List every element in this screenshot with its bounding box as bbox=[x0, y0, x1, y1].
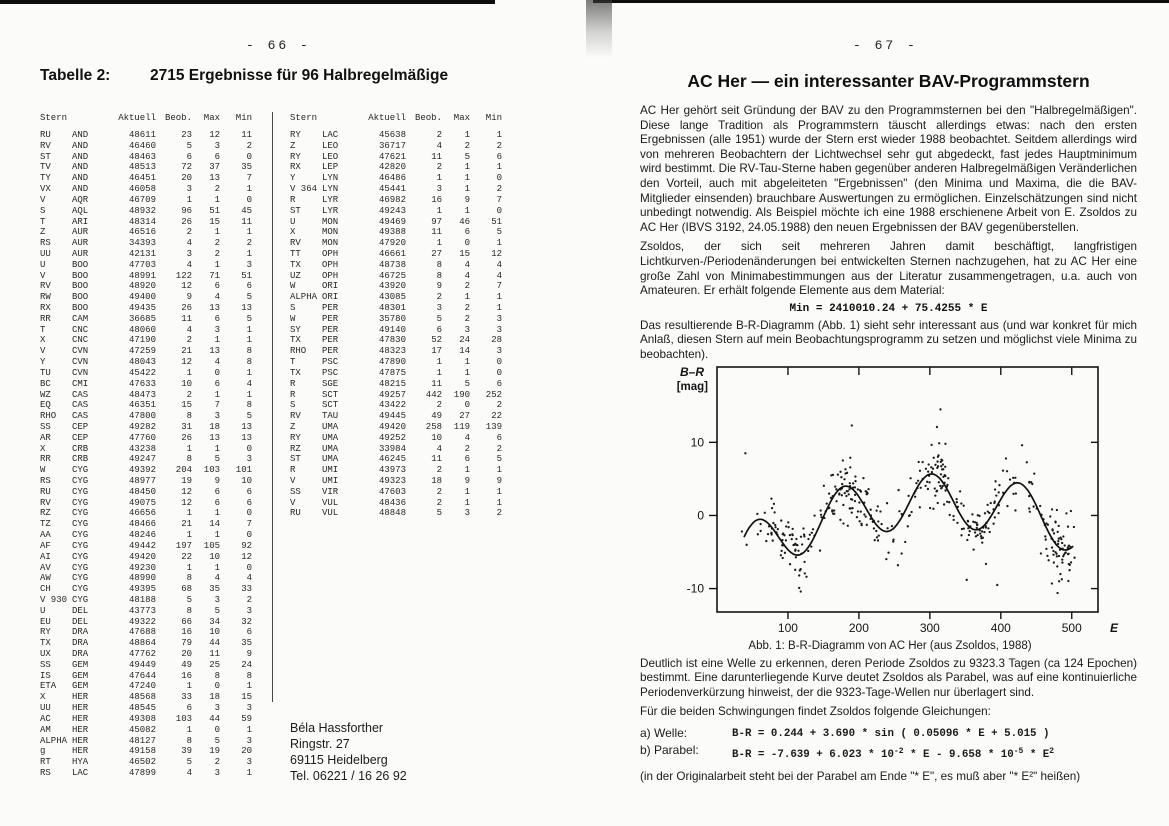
svg-text:300: 300 bbox=[919, 620, 940, 635]
equation-wave-row bbox=[640, 726, 1137, 742]
star-table-header-2 bbox=[290, 113, 502, 123]
table-label: Tabelle 2: bbox=[40, 67, 111, 84]
table-row: RZ CYG 46656 1 1 0 bbox=[40, 508, 252, 519]
col-header-aktuell: Aktuell bbox=[118, 113, 156, 123]
article-paragraph-4: Deutlich ist eine Welle zu erkennen, deren Periode Zsoldos zu 9323.3 Tagen (ca 124 Epochen) bestimmt. Eine darunterliegende Kurve deutet Zsoldos als Parabel, was auf eine kontinuierliche Periodenverkürzung hinweist, der die 9323-Tage-Wellen nur überlagert sind. bbox=[640, 656, 1137, 699]
table-row: RU AND 48611 23 12 11 bbox=[40, 130, 252, 140]
table-row: U DEL 43773 8 5 3 bbox=[40, 605, 252, 616]
table-row: Z LEO 36717 4 2 2 bbox=[290, 140, 502, 151]
equation-parabola-formula: $B-R = -7.639 + 6.023 * 10^{-2} * E - 9.658 * 10^{-5} * E^2$ bbox=[732, 746, 1055, 761]
svg-text:0: 0 bbox=[697, 507, 704, 522]
col-header-min: Min bbox=[235, 113, 252, 123]
table-row: RV TAU 49445 49 27 22 bbox=[290, 411, 502, 422]
table-row: VX AND 46058 3 2 1 bbox=[40, 184, 252, 195]
table-row: ST AND 48463 6 6 0 bbox=[40, 151, 252, 162]
col-header-max: Max bbox=[203, 113, 220, 123]
table-row: TX PSC 47875 1 1 0 bbox=[290, 367, 502, 378]
svg-text:400: 400 bbox=[990, 620, 1011, 635]
table-row: W CYG 49392 204 103 101 bbox=[40, 465, 252, 476]
equation-wave-label: a) Welle: bbox=[640, 725, 688, 740]
article-title: AC Her — ein interessanter BAV-Programmstern bbox=[687, 71, 1090, 91]
star-table-header-1 bbox=[40, 113, 252, 123]
table-row: X CRB 43238 1 1 0 bbox=[40, 443, 252, 454]
table-row: RHO CAS 47800 8 3 5 bbox=[40, 411, 252, 422]
table-row: X CNC 47190 2 1 1 bbox=[40, 335, 252, 346]
table-row: U MON 49469 97 46 51 bbox=[290, 216, 502, 227]
table-row: RR CAM 36685 11 6 5 bbox=[40, 313, 252, 324]
table-row: V BOO 48991 122 71 51 bbox=[40, 270, 252, 281]
figure-br-diagram bbox=[640, 363, 1137, 652]
table-row: SS VIR 47603 2 1 1 bbox=[290, 486, 502, 497]
table-title: 2715 Ergebnisse für 96 Halbregelmäßige bbox=[150, 67, 449, 84]
table-row: ALPHA HER 48127 8 5 3 bbox=[40, 735, 252, 746]
table-row: SS CEP 49282 31 18 13 bbox=[40, 421, 252, 432]
svg-text:10: 10 bbox=[690, 434, 704, 449]
table-row: TU CVN 45422 1 0 1 bbox=[40, 367, 252, 378]
br-diagram-chart bbox=[648, 363, 1126, 639]
table-row: RV MON 47920 1 0 1 bbox=[290, 238, 502, 249]
table-row: UU HER 48545 6 3 3 bbox=[40, 703, 252, 714]
scan-top-edge-right bbox=[593, 0, 1169, 3]
table-row: AM HER 45082 1 0 1 bbox=[40, 724, 252, 735]
table-row: BC CMI 47633 10 6 4 bbox=[40, 378, 252, 389]
table-row: AR CEP 47760 26 13 13 bbox=[40, 432, 252, 443]
table-row: CH CYG 49395 68 35 33 bbox=[40, 584, 252, 595]
col-header-max: Max bbox=[453, 113, 470, 123]
table-row: V UMI 49323 18 9 9 bbox=[290, 476, 502, 486]
svg-text:200: 200 bbox=[848, 620, 869, 635]
svg-text:E: E bbox=[1109, 620, 1119, 635]
table-row: SS GEM 49449 49 25 24 bbox=[40, 659, 252, 670]
scan-top-edge-left bbox=[0, 0, 495, 4]
star-table-body-1 bbox=[40, 130, 252, 779]
contact-address-block bbox=[290, 720, 407, 784]
table-row: RU VUL 48848 5 3 2 bbox=[290, 508, 502, 519]
table-row: RS CYG 48977 19 9 10 bbox=[40, 476, 252, 486]
table-row: TV AND 48513 72 37 35 bbox=[40, 162, 252, 173]
table-row: ALPHA ORI 43085 2 1 1 bbox=[290, 292, 502, 303]
table-row: X HER 48568 33 18 15 bbox=[40, 692, 252, 703]
table-row: RX LEP 42820 2 1 1 bbox=[290, 162, 502, 173]
table-row: UZ OPH 46725 8 4 4 bbox=[290, 270, 502, 281]
table-row: RT HYA 46502 5 2 3 bbox=[40, 757, 252, 768]
address-name: Béla Hassforther bbox=[290, 721, 384, 735]
star-table-body-2 bbox=[290, 130, 502, 519]
table-row: RV AND 46460 5 3 2 bbox=[40, 140, 252, 151]
table-row: TT OPH 46661 27 15 12 bbox=[290, 248, 502, 259]
table-row: AC HER 49308 103 44 59 bbox=[40, 713, 252, 724]
table-row: ST UMA 46245 11 6 5 bbox=[290, 454, 502, 465]
article-footnote: (in der Originalarbeit steht bei der Parabel am Ende "* E", es muß aber "* E²" heißen) bbox=[640, 769, 1081, 783]
table-row: Z AUR 46516 2 1 1 bbox=[40, 227, 252, 238]
table-column-divider bbox=[272, 112, 273, 702]
col-header-beob: Beob. bbox=[164, 113, 192, 123]
table-row: RY LEO 47621 11 5 6 bbox=[290, 151, 502, 162]
table-row: W ORI 43920 9 2 7 bbox=[290, 281, 502, 292]
table-row: SY PER 49140 6 3 3 bbox=[290, 324, 502, 335]
table-row: R UMI 43973 2 1 1 bbox=[290, 465, 502, 476]
svg-text:B–R: B–R bbox=[679, 364, 704, 379]
svg-text:500: 500 bbox=[1061, 620, 1082, 635]
page-number-left: - 66 - bbox=[246, 38, 311, 53]
table-row: S PER 48301 3 2 1 bbox=[290, 303, 502, 313]
table-row: V VUL 48436 2 1 1 bbox=[290, 497, 502, 508]
article-paragraph-2: Zsoldos, der sich seit mehreren Jahren damit beschäftigt, langfristigen Lichtkurven-/Periodenänderungen bei entwickelten Sternen nachzugehen, hat zu AC Her eine große Zahl von Minimabestimmungen aus der Literatur zusammengetragen, u.a. auch von Amateuren. Er erhält folgende Elemente aus dem Material: bbox=[640, 240, 1137, 298]
table-row: AF CYG 49442 197 105 92 bbox=[40, 540, 252, 551]
table-row: TX PER 47830 52 24 28 bbox=[290, 335, 502, 346]
table-row: EU DEL 49322 66 34 32 bbox=[40, 616, 252, 627]
table-row: TZ CYG 48466 21 14 7 bbox=[40, 519, 252, 530]
table-row: Z UMA 49420 258 119 139 bbox=[290, 421, 502, 432]
table-row: W PER 35780 5 2 3 bbox=[290, 313, 502, 324]
table-row: R SGE 48215 11 5 6 bbox=[290, 378, 502, 389]
table-row: U BOO 47703 4 1 3 bbox=[40, 259, 252, 270]
col-header-stern: Stern bbox=[40, 113, 68, 123]
col-header-min: Min bbox=[485, 113, 502, 123]
table-row: RV CYG 49075 12 6 6 bbox=[40, 497, 252, 508]
svg-text:[mag]: [mag] bbox=[676, 380, 708, 393]
table-row: V 930 CYG 48188 5 3 2 bbox=[40, 594, 252, 605]
table-row: WZ CAS 48473 2 1 1 bbox=[40, 389, 252, 400]
table-row: ST LYR 49243 1 1 0 bbox=[290, 205, 502, 216]
svg-text:100: 100 bbox=[777, 620, 798, 635]
table-row: AI CYG 49420 22 10 12 bbox=[40, 551, 252, 562]
table-row: RW BOO 49400 9 4 5 bbox=[40, 292, 252, 303]
article-paragraph-3: Das resultierende B-R-Diagramm (Abb. 1) sieht sehr interessant aus (und war konkret für mich Anlaß, diesen Stern auf mein Beobachtungsprogramm zu setzen und möglichst viele Minima zu beobachten). bbox=[640, 318, 1137, 361]
table-row: V CVN 47259 21 13 8 bbox=[40, 346, 252, 357]
table-row: g HER 49158 39 19 20 bbox=[40, 746, 252, 757]
table-row: Y LYN 46486 1 1 0 bbox=[290, 173, 502, 184]
table-row: T CNC 48060 4 3 1 bbox=[40, 324, 252, 335]
page-number-right: - 67 - bbox=[853, 38, 918, 53]
table-row: R LYR 46982 16 9 7 bbox=[290, 194, 502, 205]
table-row: RHO PER 48323 17 14 3 bbox=[290, 346, 502, 357]
table-row: UX DRA 47762 20 11 9 bbox=[40, 649, 252, 659]
table-row: RX BOO 49435 26 13 13 bbox=[40, 303, 252, 313]
table-row: X MON 49388 11 6 5 bbox=[290, 227, 502, 238]
table-row: RY LAC 45638 2 1 1 bbox=[290, 130, 502, 140]
right-page-article bbox=[640, 36, 1137, 784]
table-title-row bbox=[40, 67, 560, 85]
table-row: ETA GEM 47240 1 0 1 bbox=[40, 681, 252, 692]
address-street: Ringstr. 27 bbox=[290, 737, 350, 751]
table-row: Y CVN 48043 12 4 8 bbox=[40, 357, 252, 368]
table-row: TX OPH 48738 8 4 4 bbox=[290, 259, 502, 270]
address-phone: Tel. 06221 / 16 26 92 bbox=[290, 769, 407, 783]
table-row: S AQL 48932 96 51 45 bbox=[40, 205, 252, 216]
table-row: RV BOO 48920 12 6 6 bbox=[40, 281, 252, 292]
table-row: TX DRA 48864 79 44 35 bbox=[40, 638, 252, 649]
equation-parabola-label: b) Parabel: bbox=[640, 742, 699, 757]
table-row: AV CYG 49230 1 1 0 bbox=[40, 562, 252, 573]
table-row: RZ UMA 33984 4 2 2 bbox=[290, 443, 502, 454]
svg-text:-10: -10 bbox=[686, 581, 704, 596]
table-row: IS GEM 47644 16 8 8 bbox=[40, 670, 252, 681]
equations-intro: Für die beiden Schwingungen findet Zsoldos folgende Gleichungen: bbox=[640, 705, 991, 719]
table-row: EQ CAS 46351 15 7 8 bbox=[40, 400, 252, 411]
table-row: S SCT 43422 2 0 2 bbox=[290, 400, 502, 411]
table-row: T PSC 47890 1 1 0 bbox=[290, 357, 502, 368]
elements-formula: Min = 2410010.24 + 75.4255 * E bbox=[789, 302, 988, 315]
table-row: RU CYG 48450 12 6 6 bbox=[40, 486, 252, 497]
article-paragraph-1: AC Her gehört seit Gründung der BAV zu den Programmsternen bei den "Halbregelmäßigen". Diese lange Tradition als Programmstern täuscht allerdings etwas: nach den ersten Ergebnissen (alle 1951) wurde der Stern erst wieder 1988 beobachtet. Seitdem allerdings wird von mehreren Beobachtern der Lichtwechsel sehr gut abgedeckt, fast jedes Hauptminimum wird bestimmt. Die RV-Tau-Sterne haben gegenüber anderen Halbregelmäßigen Veränderlichen den Vorteil, auch mit abgeleiteten "Ergebnissen" (den Minima und Maxima, die die BAV-Mitglieder einsenden) brauchbare Auswertungen zu ermöglichen. Einzelschätzungen sind nicht unbedingt notwendig. Als Beispiel möchte ich eine 1988 erschienene Arbeit von E. Zsoldos zu AC Her (IBVS 3192, 24.05.1988) den neuen Ergebnissen der BAV gegenüberstellen. bbox=[640, 104, 1137, 234]
col-header-aktuell: Aktuell bbox=[368, 113, 406, 123]
table-row: T ARI 48314 26 15 11 bbox=[40, 216, 252, 227]
table-row: TY AND 46451 20 13 7 bbox=[40, 173, 252, 184]
equation-wave-formula: B-R = 0.244 + 3.690 * sin ( 0.05096 * E + 5.015 ) bbox=[732, 727, 1050, 740]
address-city: 69115 Heidelberg bbox=[290, 753, 388, 767]
col-header-stern: Stern bbox=[290, 113, 318, 123]
table-row: V 364 LYN 45441 3 1 2 bbox=[290, 184, 502, 195]
table-row: V AQR 46709 1 1 0 bbox=[40, 194, 252, 205]
figure-caption: Abb. 1: B-R-Diagramm von AC Her (aus Zsoldos, 1988) bbox=[748, 639, 1032, 652]
page-gutter-shadow bbox=[586, 0, 612, 58]
equation-parabola-row bbox=[640, 743, 1137, 763]
table-row: RS LAC 47899 4 3 1 bbox=[40, 767, 252, 778]
table-row: AA CYG 48246 1 1 0 bbox=[40, 530, 252, 541]
table-row: R SCT 49257 442 190 252 bbox=[290, 389, 502, 400]
col-header-beob: Beob. bbox=[414, 113, 442, 123]
table-row: RY DRA 47688 16 10 6 bbox=[40, 627, 252, 638]
table-row: RS AUR 34393 4 2 2 bbox=[40, 238, 252, 249]
table-row: AW CYG 48990 8 4 4 bbox=[40, 573, 252, 584]
table-row: RR CRB 49247 8 5 3 bbox=[40, 454, 252, 465]
table-row: RY UMA 49252 10 4 6 bbox=[290, 432, 502, 443]
star-table-column-2 bbox=[290, 113, 502, 519]
star-table-column-1 bbox=[40, 113, 252, 779]
table-row: UU AUR 42131 3 2 1 bbox=[40, 248, 252, 259]
